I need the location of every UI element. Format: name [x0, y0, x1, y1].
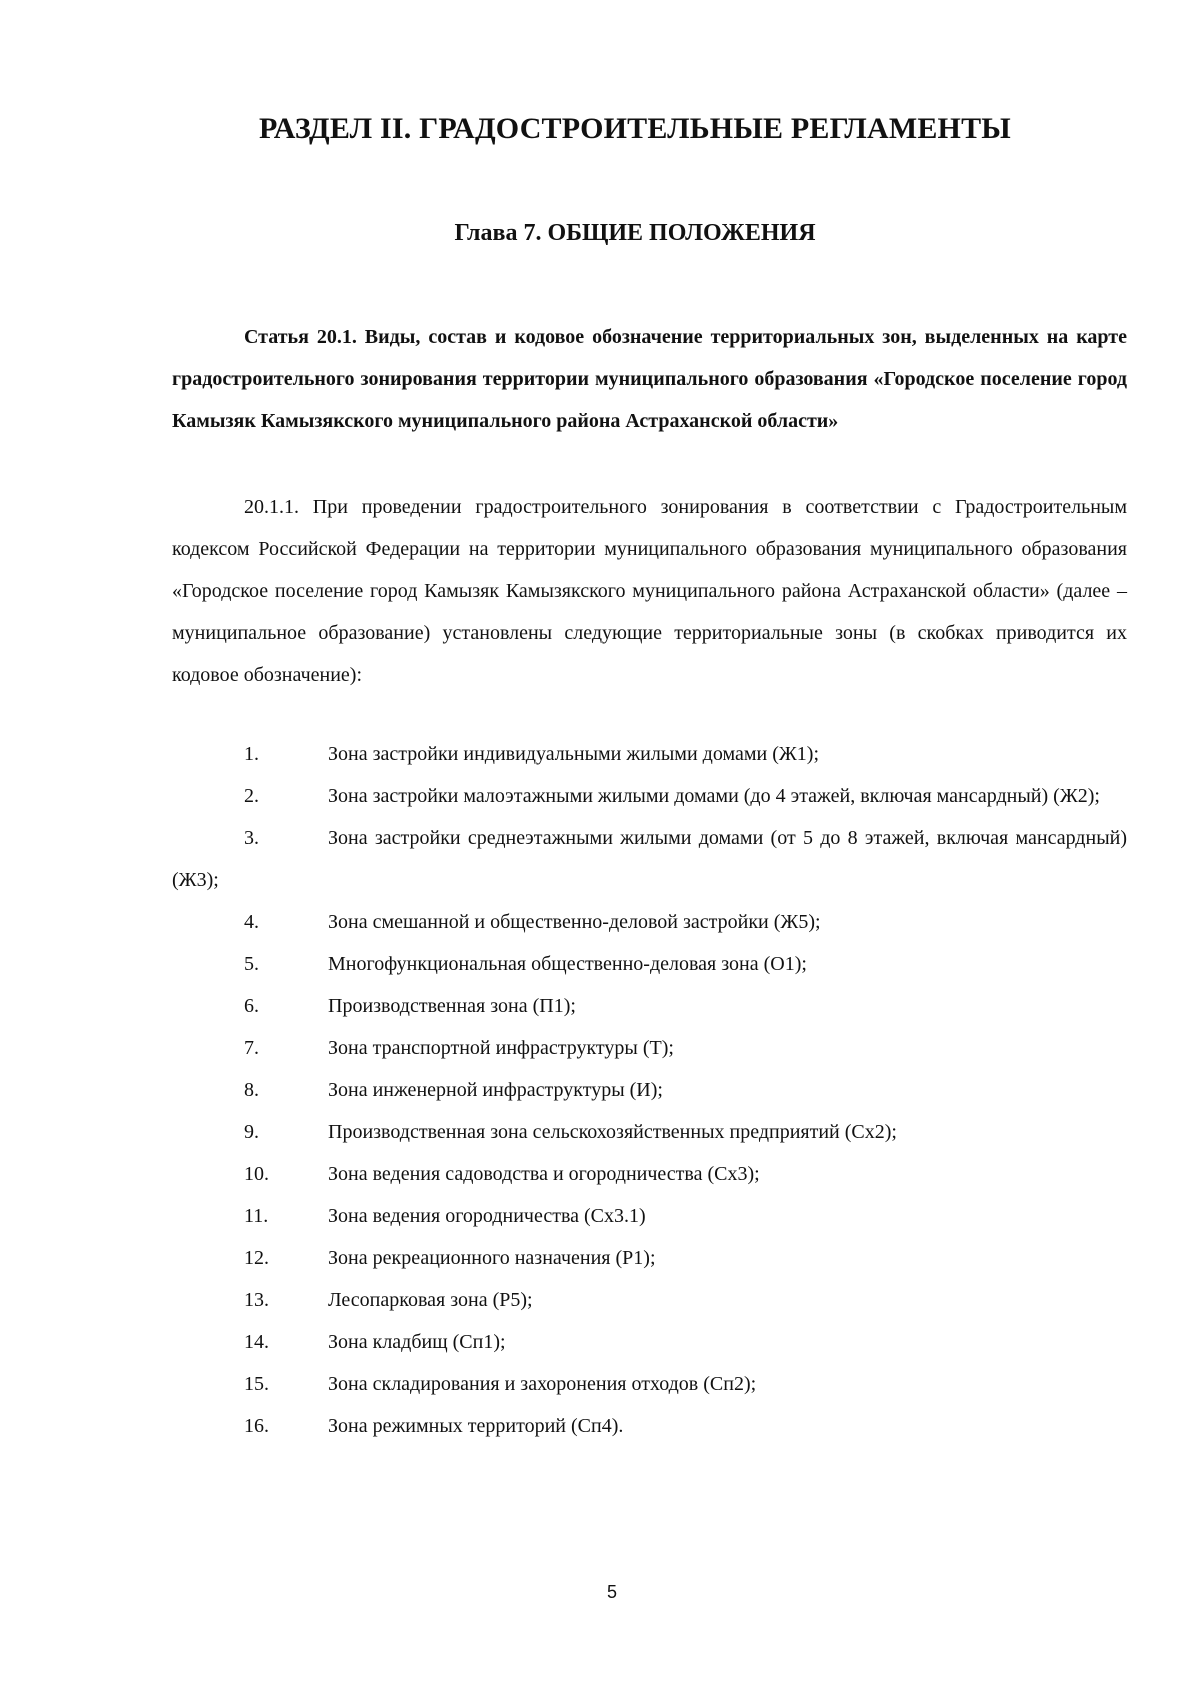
zone-number: 1. — [244, 743, 259, 765]
zone-number: 4. — [244, 911, 259, 933]
zone-item — [172, 1321, 1127, 1363]
zone-list — [172, 733, 1127, 1447]
zone-number: 10. — [244, 1163, 269, 1185]
zone-text: Многофункциональная общественно-деловая зона (О1); — [328, 953, 807, 975]
zone-number: 8. — [244, 1079, 259, 1101]
chapter-title: Глава 7. ОБЩИЕ ПОЛОЖЕНИЯ — [454, 220, 816, 246]
zone-item — [172, 1237, 1127, 1279]
article-heading: Статья 20.1. Виды, состав и кодовое обозначение территориальных зон, выделенных на карте градостроительного зонирования территории муниципального образования «Городское поселение город Камызяк Камызякского муниципального района Астраханской области» — [172, 326, 1127, 432]
zone-number: 7. — [244, 1037, 259, 1059]
zone-item — [172, 1027, 1127, 1069]
zone-text: Зона ведения огородничества (Сх3.1) — [328, 1205, 646, 1227]
zone-item — [172, 1363, 1127, 1405]
zone-text: Зона режимных территорий (Сп4). — [328, 1415, 624, 1437]
zone-item — [172, 1111, 1127, 1153]
zone-number: 12. — [244, 1247, 269, 1269]
zone-text: Зона рекреационного назначения (Р1); — [328, 1247, 656, 1269]
zone-text: Зона инженерной инфраструктуры (И); — [328, 1079, 663, 1101]
zone-text: Зона застройки среднеэтажными жилыми домами (от 5 до 8 этажей, включая мансардный) (Ж3); — [172, 827, 1127, 891]
section-title: РАЗДЕЛ II. ГРАДОСТРОИТЕЛЬНЫЕ РЕГЛАМЕНТЫ — [259, 112, 1011, 145]
zone-text: Зона ведения садоводства и огородничества (Сх3); — [328, 1163, 760, 1185]
zone-item — [172, 1405, 1127, 1447]
zone-text: Зона складирования и захоронения отходов (Сп2); — [328, 1373, 757, 1395]
zone-item — [172, 733, 1127, 775]
zone-text: Зона застройки индивидуальными жилыми домами (Ж1); — [328, 743, 820, 765]
zone-number: 16. — [244, 1415, 269, 1437]
zone-number: 2. — [244, 785, 259, 807]
zone-item — [172, 943, 1127, 985]
zone-text: Производственная зона (П1); — [328, 995, 576, 1017]
zone-number: 9. — [244, 1121, 259, 1143]
zone-number: 13. — [244, 1289, 269, 1311]
zone-number: 6. — [244, 995, 259, 1017]
zone-number: 3. — [244, 827, 259, 849]
zone-item — [172, 1069, 1127, 1111]
zone-number: 14. — [244, 1331, 269, 1353]
zone-item — [172, 817, 1127, 901]
zone-text: Зона кладбищ (Сп1); — [328, 1331, 506, 1353]
zone-number: 15. — [244, 1373, 269, 1395]
zone-item — [172, 1195, 1127, 1237]
zone-item — [172, 901, 1127, 943]
zone-item — [172, 985, 1127, 1027]
zone-item — [172, 775, 1127, 817]
page-number: 5 — [606, 1582, 617, 1602]
zone-item — [172, 1279, 1127, 1321]
zone-text: Производственная зона сельскохозяйственных предприятий (Сх2); — [328, 1121, 897, 1143]
zone-text: Зона транспортной инфраструктуры (Т); — [328, 1037, 674, 1059]
zone-text: Лесопарковая зона (Р5); — [328, 1289, 533, 1311]
zone-number: 11. — [244, 1205, 269, 1227]
zone-text: Зона смешанной и общественно-деловой застройки (Ж5); — [328, 911, 821, 933]
zone-item — [172, 1153, 1127, 1195]
zone-number: 5. — [244, 953, 259, 975]
zone-text: Зона застройки малоэтажными жилыми домами (до 4 этажей, включая мансардный) (Ж2); — [328, 785, 1100, 807]
intro-paragraph: 20.1.1. При проведении градостроительного зонирования в соответствии с Градостроительным кодексом Российской Федерации на территории муниципального образования муниципального образования «Городское поселение город Камызяк Камызякского муниципального района Астраханской области» (далее – муниципальное образование) установлены следующие территориальные зоны (в скобках приводится их кодовое обозначение): — [172, 496, 1127, 686]
